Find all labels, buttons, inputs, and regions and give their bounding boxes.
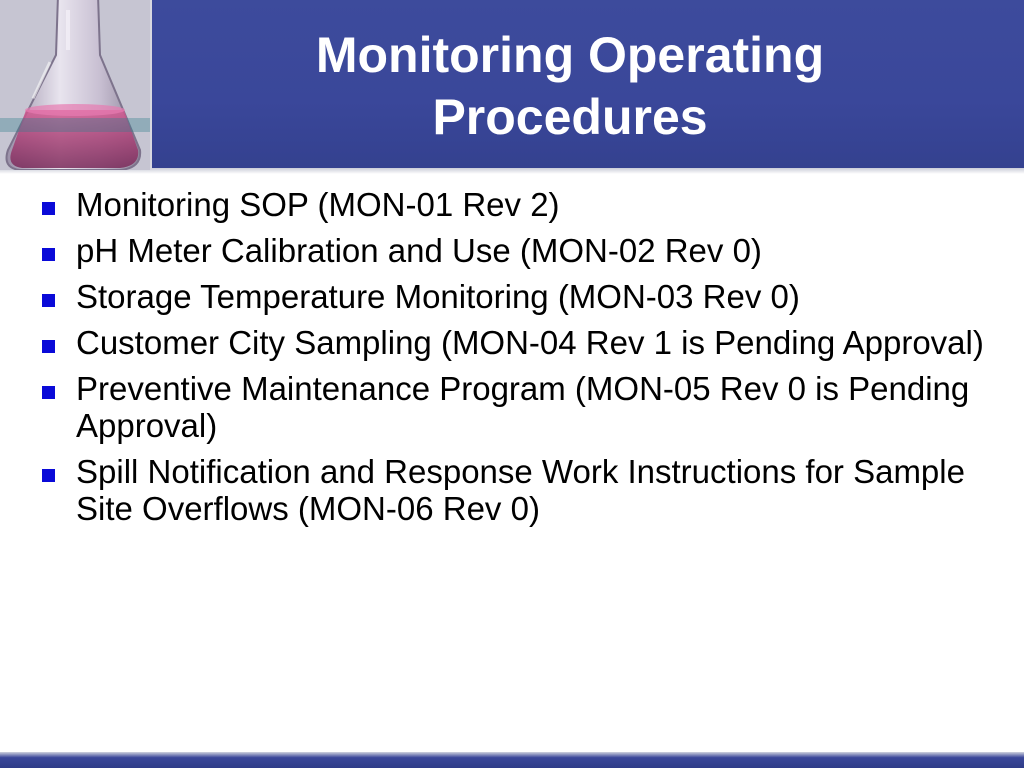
square-bullet-icon [42,340,55,353]
square-bullet-icon [42,248,55,261]
square-bullet-icon [42,202,55,215]
list-item [40,186,1000,223]
square-bullet-icon [42,386,55,399]
slide-title [160,24,980,148]
slide-title-line-1: Monitoring Operating [315,27,825,83]
slide-title-line-2: Procedures [432,89,708,145]
header-divider [0,168,1024,174]
list-item [40,370,1000,444]
square-bullet-icon [42,469,55,482]
list-item-text: Preventive Maintenance Program (MON-05 Rev 0 is Pending Approval) [76,370,970,444]
list-item [40,453,1000,527]
list-item-text: Spill Notification and Response Work Instructions for Sample Site Overflows (MON-06 Rev 0) [76,453,965,527]
square-bullet-icon [42,294,55,307]
list-item-text: Customer City Sampling (MON-04 Rev 1 is Pending Approval) [76,324,984,361]
procedure-list [40,186,1000,536]
list-item [40,324,1000,361]
footer-band [0,752,1024,768]
list-item [40,278,1000,315]
list-item [40,232,1000,269]
laboratory-flask-icon [0,0,152,170]
list-item-text: pH Meter Calibration and Use (MON-02 Rev 0) [76,232,762,269]
list-item-text: Storage Temperature Monitoring (MON-03 Rev 0) [76,278,800,315]
list-item-text: Monitoring SOP (MON-01 Rev 2) [76,186,560,223]
